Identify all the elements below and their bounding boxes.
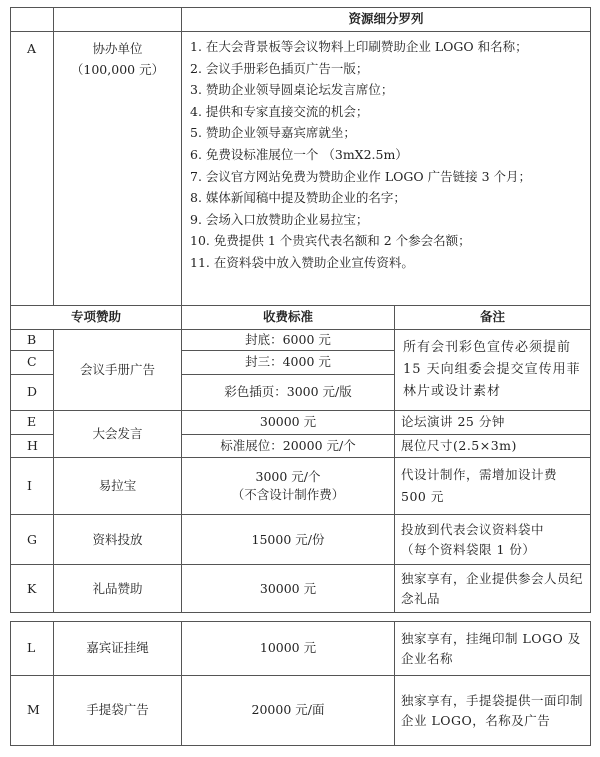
bag-name: 手提袋广告: [54, 676, 182, 746]
rollup-name: 易拉宝: [54, 458, 182, 515]
a-item: 6. 免费设标准展位一个 （3mX2.5m）: [190, 146, 408, 162]
header-empty-2: [54, 8, 182, 32]
sponsorship-table-extra: [10, 621, 591, 746]
d-code: D: [11, 375, 54, 411]
b-code: B: [11, 330, 54, 351]
a-item: 1. 在大会背景板等会议物料上印刷赞助企业 LOGO 和名称；: [190, 39, 528, 54]
bag-row: [11, 676, 591, 746]
rollup-note: 代设计制作，需增加设计费 500 元: [395, 458, 591, 515]
e-price: 30000 元: [182, 411, 395, 435]
b-price: 封底：6000 元: [182, 330, 395, 351]
rollup-price-cell: [182, 458, 395, 515]
material-note: 投放到代表会议资料袋中: [401, 521, 545, 537]
handbook-name: 会议手册广告: [54, 330, 182, 411]
header-row: [11, 8, 591, 32]
col-note-header: 备注: [395, 306, 591, 330]
c-price: 封三：4000 元: [182, 351, 395, 375]
speech-name: 大会发言: [54, 411, 182, 458]
material-row: [11, 515, 591, 565]
handbook-row-b: [11, 330, 591, 351]
gift-price: 30000 元: [182, 565, 395, 613]
c-code: C: [11, 351, 54, 375]
a-item: 4. 提供和专家直接交流的机会；: [190, 103, 369, 119]
l-code: L: [11, 622, 54, 676]
a-items-list: [182, 32, 591, 306]
header-empty-1: [11, 8, 54, 32]
a-item: 3. 赞助企业领导圆桌论坛发言席位；: [190, 82, 394, 98]
material-name: 资料投放: [54, 515, 182, 565]
lanyard-name: 嘉宾证挂绳: [54, 622, 182, 676]
gift-note: 独家享有，企业提供参会人员纪念礼品: [395, 565, 591, 613]
e-code: E: [11, 411, 54, 435]
sponsorship-table: [10, 7, 591, 613]
m-code: M: [11, 676, 54, 746]
a-block-row: [11, 32, 591, 306]
a-item: 11. 在资料袋中放入赞助企业宣传资料。: [190, 254, 414, 270]
gift-name: 礼品赞助: [54, 565, 182, 613]
material-price: 15000 元/份: [182, 515, 395, 565]
material-note-limit: （每个资料袋限 1 份）: [401, 541, 536, 557]
k-code: K: [11, 565, 54, 613]
a-item: 8. 媒体新闻稿中提及赞助企业的名字；: [190, 190, 406, 206]
a-code: A: [11, 32, 54, 306]
a-name: 协办单位: [92, 41, 143, 56]
a-item: 7. 会议官方网站免费为赞助企业作 LOGO 广告链接 3 个月；: [190, 168, 532, 184]
lanyard-note: 独家享有，挂绳印制 LOGO 及企业名称: [395, 622, 591, 676]
bag-note: 独家享有，手提袋提供一面印制企业 LOGO，名称及广告: [395, 676, 591, 746]
col-price-header: 收费标准: [182, 306, 395, 330]
rollup-row: [11, 458, 591, 515]
a-item: 2. 会议手册彩色插页广告一版；: [190, 60, 369, 76]
header-title: 资源细分罗列: [182, 8, 591, 32]
handbook-note: 所有会刊彩色宣传必须提前 15 天向组委会提交宣传用菲林片或设计素材: [395, 330, 591, 411]
g-code: G: [11, 515, 54, 565]
lanyard-row: [11, 622, 591, 676]
h-price: 标准展位：20000 元/个: [182, 435, 395, 458]
a-name-cell: [54, 32, 182, 306]
bag-price: 20000 元/面: [182, 676, 395, 746]
i-code: I: [11, 458, 54, 515]
h-note: 展位尺寸(2.5×3m): [395, 435, 591, 458]
col-item-header: 专项赞助: [11, 306, 182, 330]
a-price: （100,000 元）: [70, 62, 165, 77]
speech-row-e: [11, 411, 591, 435]
lanyard-price: 10000 元: [182, 622, 395, 676]
material-note-cell: [395, 515, 591, 565]
rollup-price-note: （不含设计制作费）: [231, 487, 345, 503]
a-item: 5. 赞助企业领导嘉宾席就坐；: [190, 125, 356, 141]
e-note: 论坛演讲 25 分钟: [395, 411, 591, 435]
rollup-price: 3000 元/个: [255, 469, 321, 484]
h-code: H: [11, 435, 54, 458]
column-header-row: [11, 306, 591, 330]
a-item: 10. 免费提供 1 个贵宾代表名额和 2 个参会名额；: [190, 233, 471, 249]
a-item: 9. 会场入口放赞助企业易拉宝；: [190, 211, 369, 227]
d-price: 彩色插页：3000 元/版: [182, 375, 395, 411]
gift-row: [11, 565, 591, 613]
